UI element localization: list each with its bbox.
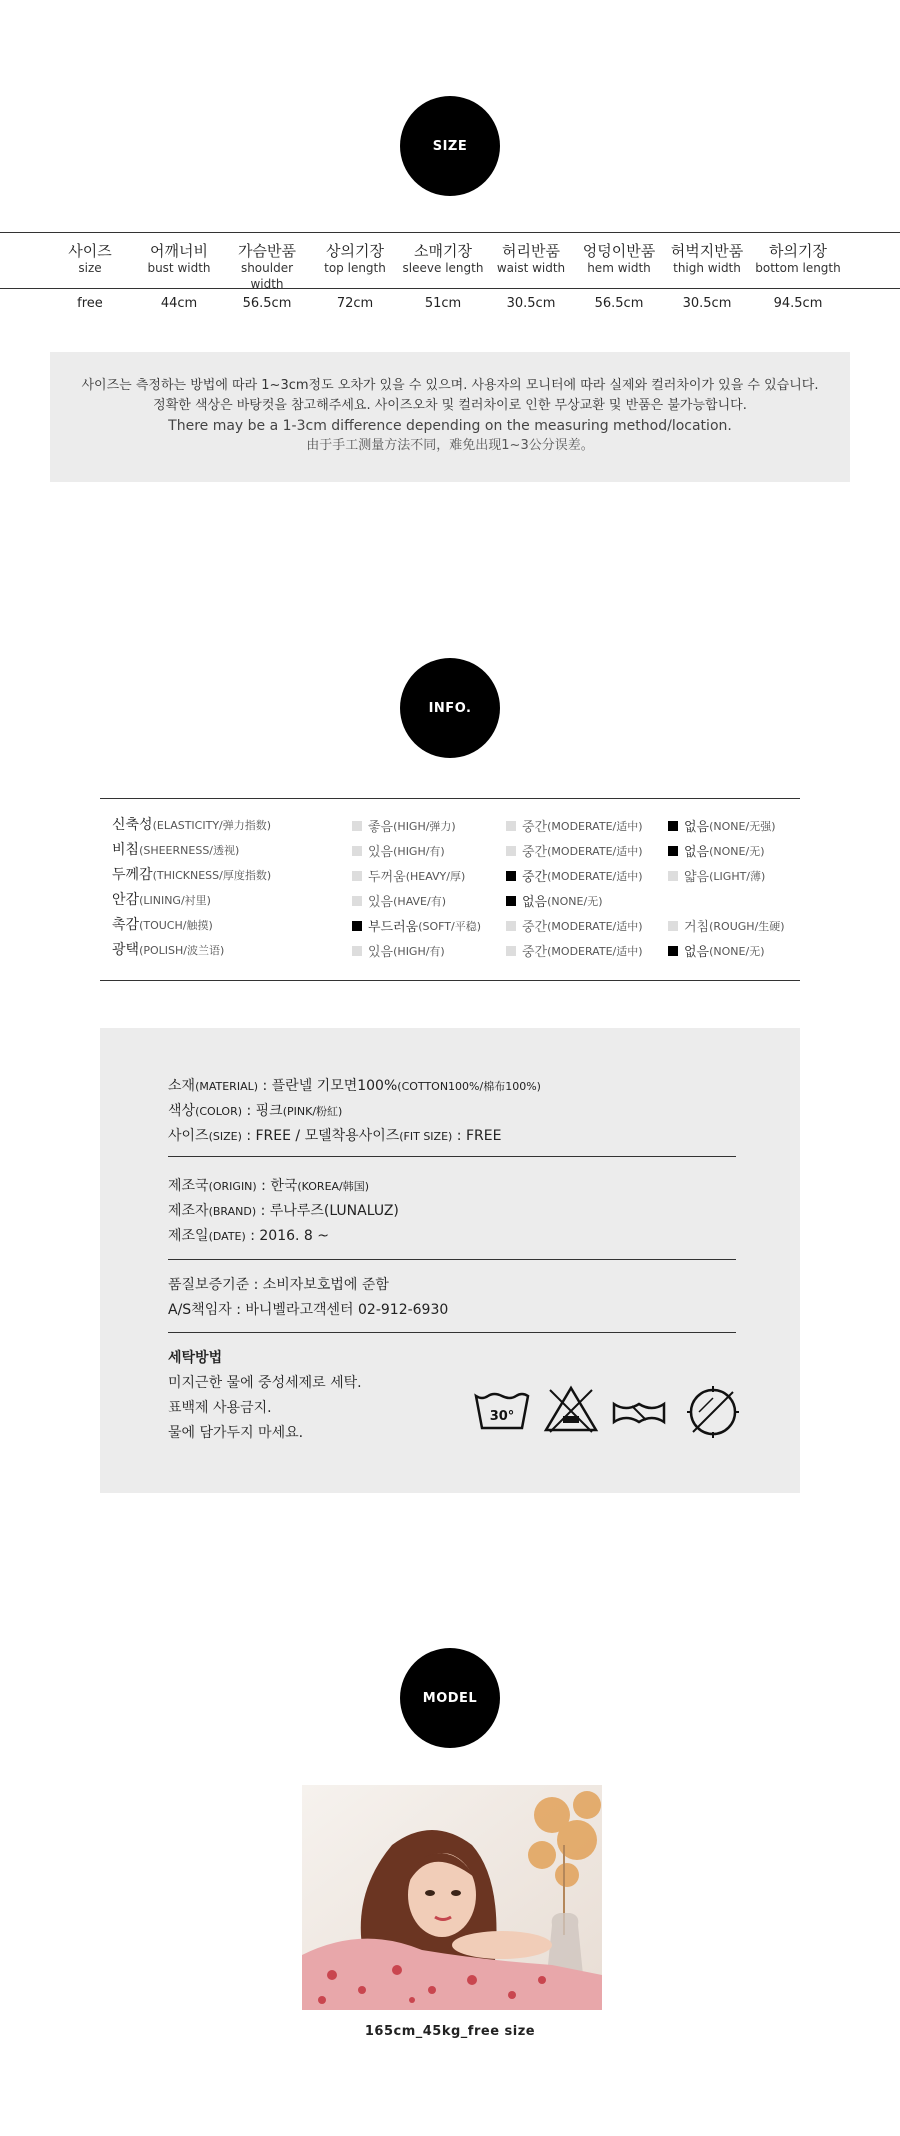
size-header-cell	[575, 242, 663, 292]
info-row-label	[112, 914, 213, 934]
info-option-sub: (SOFT/平稳)	[418, 919, 482, 933]
info-option-ko: 있음	[368, 945, 394, 960]
size-header-cell	[751, 242, 845, 292]
unchecked-square-icon	[506, 821, 516, 831]
info-label-ko: 비침	[112, 842, 140, 858]
info-option-ko: 있음	[368, 895, 394, 910]
info-row-label	[112, 814, 271, 834]
detail-rule-3	[168, 1332, 736, 1333]
size-value-cell: 30.5cm	[682, 296, 732, 311]
info-table	[100, 800, 800, 980]
info-row-label	[112, 939, 224, 959]
unchecked-square-icon	[352, 871, 362, 881]
no-wring-icon	[610, 1398, 668, 1428]
unchecked-square-icon	[506, 921, 516, 931]
info-label-sub: (LINING/衬里)	[139, 894, 211, 907]
note-line-3: There may be a 1-3cm difference depending on the measuring method/location.	[168, 418, 732, 434]
info-option	[352, 866, 465, 885]
detail-rule-1	[168, 1156, 736, 1157]
size-header-ko: 상의기장	[326, 242, 384, 260]
info-option-ko: 없음	[684, 945, 710, 960]
info-option-sub: (HEAVY/厚)	[405, 869, 466, 883]
info-option	[352, 941, 445, 960]
product-detail-box	[100, 1028, 800, 1493]
info-option-sub: (HIGH/弹力)	[393, 819, 456, 833]
info-option-sub: (LIGHT/薄)	[709, 869, 766, 883]
size-header-cell	[399, 242, 487, 292]
size-line: 사이즈(SIZE) : FREE / 모델착용사이즈(FIT SIZE) : FREE	[168, 1128, 502, 1144]
checked-square-icon	[506, 896, 516, 906]
info-option-ko: 중간	[522, 920, 548, 935]
origin-line: 제조국(ORIGIN) : 한국(KOREA/韩国)	[168, 1178, 370, 1194]
info-option	[506, 841, 643, 860]
info-label-sub: (TOUCH/触摸)	[139, 919, 213, 932]
info-option	[506, 816, 643, 835]
info-bottom-rule	[100, 980, 800, 981]
size-value-cell: 56.5cm	[242, 296, 292, 311]
info-option	[506, 941, 643, 960]
size-badge: SIZE	[400, 96, 500, 196]
unchecked-square-icon	[352, 946, 362, 956]
info-option-ko: 중간	[522, 870, 548, 885]
size-table-values	[45, 296, 845, 311]
info-option	[668, 841, 764, 860]
size-header-cell	[487, 242, 575, 292]
info-option	[352, 841, 445, 860]
model-photo	[302, 1785, 602, 2010]
info-option	[668, 916, 785, 935]
info-option-ko: 없음	[684, 820, 710, 835]
brand-line: 제조자(BRAND) : 루나루즈(LUNALUZ)	[168, 1203, 399, 1219]
info-option-ko: 중간	[522, 845, 548, 860]
info-option-ko: 중간	[522, 820, 548, 835]
wash-30-icon	[472, 1388, 532, 1436]
info-option	[352, 916, 481, 935]
info-row	[112, 814, 802, 839]
info-row-label	[112, 889, 211, 909]
info-label-sub: (ELASTICITY/弹力指数)	[152, 819, 272, 832]
unchecked-square-icon	[668, 871, 678, 881]
info-option-ko: 거침	[684, 920, 710, 935]
info-option-sub: (HAVE/有)	[393, 894, 446, 908]
info-option-ko: 좋음	[368, 820, 394, 835]
info-option-sub: (NONE/无)	[709, 944, 765, 958]
info-option-sub: (MODERATE/适中)	[547, 819, 643, 833]
wash-title: 세탁방법	[168, 1350, 223, 1366]
date-line: 제조일(DATE) : 2016. 8 ~	[168, 1228, 330, 1244]
info-option	[506, 916, 643, 935]
unchecked-square-icon	[668, 921, 678, 931]
info-badge: INFO.	[400, 658, 500, 758]
size-header-en: top length	[324, 261, 386, 275]
size-header-cell	[45, 242, 135, 292]
size-header-ko: 하의기장	[769, 242, 827, 260]
size-header-ko: 어깨너비	[150, 242, 208, 260]
size-value-cell: 72cm	[336, 296, 374, 311]
info-row-label	[112, 839, 239, 859]
info-label-ko: 두께감	[112, 867, 153, 883]
unchecked-square-icon	[352, 821, 362, 831]
info-option-sub: (HIGH/有)	[393, 944, 445, 958]
info-option	[506, 891, 602, 910]
wash-line-2: 표백제 사용금지.	[168, 1400, 272, 1416]
size-value-cell: 56.5cm	[594, 296, 644, 311]
info-option-ko: 없음	[684, 845, 710, 860]
size-header-ko: 소매기장	[414, 242, 472, 260]
info-option	[352, 816, 456, 835]
as-line: A/S책임자 : 바니벨라고객센터 02-912-6930	[168, 1302, 449, 1318]
size-header-ko: 가슴반품	[238, 242, 296, 260]
info-option	[352, 891, 446, 910]
info-label-ko: 광택	[112, 942, 140, 958]
info-row	[112, 939, 802, 964]
info-option-ko: 중간	[522, 945, 548, 960]
checked-square-icon	[668, 846, 678, 856]
info-option-sub: (MODERATE/适中)	[547, 919, 643, 933]
size-value-cell: 44cm	[160, 296, 198, 311]
info-row	[112, 839, 802, 864]
info-option	[668, 866, 765, 885]
info-option	[668, 816, 775, 835]
info-option-sub: (HIGH/有)	[393, 844, 445, 858]
info-option-sub: (MODERATE/适中)	[547, 869, 643, 883]
info-label-sub: (POLISH/波兰语)	[139, 944, 225, 957]
size-header-en: sleeve length	[402, 261, 484, 275]
info-option-sub: (MODERATE/适中)	[547, 944, 643, 958]
info-option-sub: (ROUGH/生硬)	[709, 919, 785, 933]
info-option	[506, 866, 643, 885]
note-line-1: 사이즈는 측정하는 방법에 따라 1~3cm정도 오차가 있을 수 있으며. 사용자의 모니터에 따라 실제와 컬러차이가 있을 수 있습니다.	[81, 378, 819, 393]
info-label-ko: 신축성	[112, 817, 153, 833]
unchecked-square-icon	[506, 946, 516, 956]
info-label-sub: (SHEERNESS/透视)	[139, 844, 240, 857]
info-row-label	[112, 864, 271, 884]
size-header-ko: 허벅지반품	[670, 242, 744, 260]
info-option-ko: 얇음	[684, 870, 710, 885]
size-header-en: thigh width	[673, 261, 741, 275]
wash-temp-label: 30°	[489, 1409, 515, 1424]
wash-line-1: 미지근한 물에 중성세제로 세탁.	[168, 1375, 362, 1391]
wash-line-3: 물에 담가두지 마세요.	[168, 1425, 304, 1441]
checked-square-icon	[668, 946, 678, 956]
unchecked-square-icon	[352, 846, 362, 856]
size-header-ko: 허리반품	[502, 242, 560, 260]
info-label-ko: 안감	[112, 892, 140, 908]
info-option-ko: 부드러움	[368, 920, 419, 935]
no-bleach-icon	[542, 1384, 600, 1436]
unchecked-square-icon	[506, 846, 516, 856]
size-header-en: shoulder width	[240, 261, 294, 291]
info-option-sub: (NONE/无)	[547, 894, 603, 908]
info-label-sub: (THICKNESS/厚度指数)	[152, 869, 272, 882]
quality-line: 품질보증기준 : 소비자보호법에 준함	[168, 1277, 389, 1293]
model-caption: 165cm_45kg_free size	[364, 2024, 536, 2039]
info-row	[112, 914, 802, 939]
no-tumble-dry-icon	[685, 1384, 741, 1440]
size-table-header	[45, 242, 845, 292]
size-header-ko: 엉덩이반품	[582, 242, 656, 260]
size-header-ko: 사이즈	[68, 242, 112, 260]
info-option-sub: (NONE/无)	[709, 844, 765, 858]
info-row	[112, 864, 802, 889]
info-option-ko: 두꺼움	[368, 870, 406, 885]
unchecked-square-icon	[352, 896, 362, 906]
info-label-ko: 촉감	[112, 917, 140, 933]
size-header-cell	[135, 242, 223, 292]
info-option-ko: 있음	[368, 845, 394, 860]
size-header-en: bottom length	[755, 261, 841, 275]
material-line: 소재(MATERIAL) : 플란넬 기모면100%(COTTON100%/棉布100%)	[168, 1078, 541, 1094]
checked-square-icon	[668, 821, 678, 831]
size-header-en: waist width	[496, 261, 566, 275]
size-header-cell	[223, 242, 311, 292]
size-header-cell	[663, 242, 751, 292]
color-line: 색상(COLOR) : 핑크(PINK/粉紅)	[168, 1103, 343, 1119]
info-option-sub: (NONE/无强)	[709, 819, 776, 833]
note-line-4: 由于手工测量方法不同，难免出现1~3公分误差。	[306, 438, 594, 453]
size-note	[50, 352, 850, 482]
checked-square-icon	[506, 871, 516, 881]
info-row	[112, 889, 802, 914]
model-badge: MODEL	[400, 1648, 500, 1748]
size-value-cell: 94.5cm	[773, 296, 823, 311]
size-value-cell: 51cm	[424, 296, 462, 311]
info-option-sub: (MODERATE/适中)	[547, 844, 643, 858]
size-value-cell: free	[77, 296, 103, 311]
checked-square-icon	[352, 921, 362, 931]
size-header-en: hem width	[587, 261, 651, 275]
detail-rule-2	[168, 1259, 736, 1260]
info-option-ko: 없음	[522, 895, 548, 910]
info-option	[668, 941, 764, 960]
size-value-cell: 30.5cm	[506, 296, 556, 311]
size-header-en: size	[78, 261, 102, 275]
size-header-en: bust width	[147, 261, 211, 275]
info-top-rule	[100, 798, 800, 799]
note-line-2: 정확한 색상은 바탕컷을 참고해주세요. 사이즈오차 및 컬러차이로 인한 무상교환 및 반품은 불가능합니다.	[153, 398, 747, 413]
size-table-top-rule	[0, 232, 900, 233]
size-header-cell	[311, 242, 399, 292]
